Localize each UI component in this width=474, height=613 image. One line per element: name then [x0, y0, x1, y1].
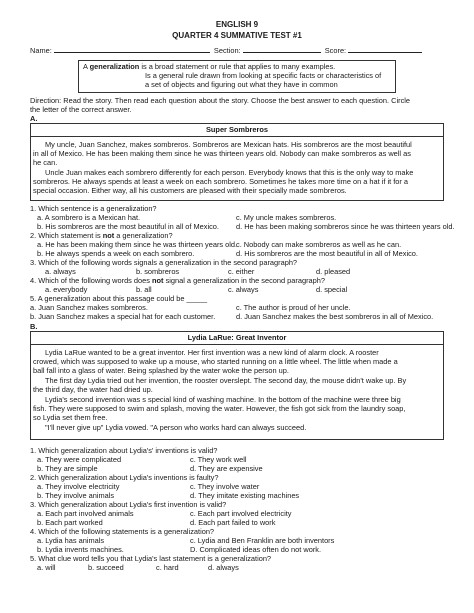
definition-line-2: Is a general rule drawn from looking at specific facts or characteristics of — [145, 71, 382, 80]
choice-b2-d[interactable]: d. They imitate existing machines — [190, 491, 300, 500]
story-b-paragraph-line: the third day, the water had dried up. — [33, 385, 153, 394]
choice-b5-b[interactable]: b. succeed — [88, 563, 124, 572]
choice-a4-d[interactable]: d. special — [316, 285, 348, 294]
story-a-paragraph-line: in all of Mexico. He has been making them since he was thirteen years old. Nobody can make sombreros as well as — [33, 149, 411, 158]
choice-a1-b[interactable]: b. His sombreros are the most beautiful in all of Mexico. — [37, 222, 219, 231]
choice-a3-b[interactable]: b. sombreros — [136, 267, 180, 276]
choice-a3-c[interactable]: c. either — [228, 267, 255, 276]
choice-a1-a[interactable]: a. A sombrero is a Mexican hat. — [37, 213, 141, 222]
story-b-paragraph-line: so Lydia set them free. — [33, 413, 108, 422]
story-b-title: Lydia LaRue: Great Inventor — [187, 333, 287, 342]
definition-line-1: A generalization is a broad statement or rule that applies to many examples. — [83, 62, 336, 71]
direction-line-1: Direction: Read the story. Then read each question about the story. Choose the best answer to each question. Circle — [30, 96, 411, 105]
definition-box — [78, 60, 396, 93]
choice-b5-d[interactable]: d. always — [208, 563, 239, 572]
story-b-paragraph-line: Lydia LaRue wanted to be a great inventor. Her first invention was a new kind of alarm clock. A rooster — [45, 348, 379, 357]
score-label: Score: — [324, 46, 347, 55]
choice-b5-c[interactable]: c. hard — [156, 563, 179, 572]
question-a2: 2. Which statement is not a generalization? — [30, 231, 173, 240]
story-b-box — [30, 331, 444, 440]
choice-b4-b[interactable]: b. Lydia invents machines. — [37, 545, 124, 554]
choice-a4-b[interactable]: b. all — [136, 285, 152, 294]
choice-a2-b[interactable]: b. He always spends a week on each sombrero. — [37, 249, 195, 258]
choice-b4-c[interactable]: c. Lydia and Ben Franklin are both inventors — [190, 536, 335, 545]
story-b-paragraph-line: The first day Lydia tried out her invention, the rooster overslept. The second day, the mouse didn't wake up. By — [45, 376, 407, 385]
story-b-paragraph-line: Lydia's second invention was s special kind of washing machine. In the bottom of the machine were three big — [45, 395, 401, 404]
choice-a5-c[interactable]: c. The author is proud of her uncle. — [236, 303, 351, 312]
choice-b2-c[interactable]: c. They involve water — [190, 482, 260, 491]
question-b5: 5. What clue word tells you that Lydia's last statement is a generalization? — [30, 554, 272, 563]
story-a-paragraph-line: he can. — [33, 158, 58, 167]
name-field[interactable] — [54, 45, 210, 53]
choice-b4-a[interactable]: a. Lydia has animals — [37, 536, 105, 545]
choice-a1-d[interactable]: d. He has been making sombreros since he was thirteen years old. — [236, 222, 455, 231]
part-b-label: B. — [30, 322, 38, 331]
choice-b3-d[interactable]: d. Each part failed to work — [190, 518, 276, 527]
choice-b1-d[interactable]: d. They are expensive — [190, 464, 263, 473]
story-b-paragraph-line: fish. They were supposed to swim and splash, moving the water. However, the fish got sick from the laundry soap, — [33, 404, 406, 413]
page-subtitle: QUARTER 4 SUMMATIVE TEST #1 — [172, 31, 302, 40]
choice-b2-a[interactable]: a. They involve electricity — [37, 482, 120, 491]
story-b-paragraph-line: "I'll never give up" Lydia vowed. "A person who works hard can always succeed. — [45, 423, 307, 432]
question-a3: 3. Which of the following words signals a generalization in the second paragraph? — [30, 258, 298, 267]
part-a-label: A. — [30, 114, 38, 123]
story-b-divider — [31, 344, 443, 345]
name-row — [30, 45, 422, 56]
choice-a2-d[interactable]: d. His sombreros are the most beautiful in all of Mexico. — [236, 249, 418, 258]
choice-b2-b[interactable]: b. They involve animals — [37, 491, 115, 500]
choice-a5-d[interactable]: d. Juan Sanchez makes the best sombreros in all of Mexico. — [236, 312, 434, 321]
story-b-paragraph-line: crowed, which was supposed to wake up a mouse, who started running on a little wheel. The little when made a — [33, 357, 398, 366]
story-a-paragraph-line: special occasion. Either way, all his customers are pleased with their specially made sombreros. — [33, 186, 347, 195]
choice-a1-c[interactable]: c. My uncle makes sombreros. — [236, 213, 337, 222]
story-a-title: Super Sombreros — [205, 125, 269, 134]
choice-b1-b[interactable]: b. They are simple — [37, 464, 98, 473]
story-a-divider — [31, 136, 443, 137]
choice-a2-c[interactable]: c. Nobody can make sombreros as well as he can. — [236, 240, 402, 249]
choice-b5-a[interactable]: a. will — [37, 563, 56, 572]
section-label: Section: — [213, 46, 241, 55]
choice-b1-a[interactable]: a. They were complicated — [37, 455, 122, 464]
choice-a2-a[interactable]: a. He has been making them since he was thirteen years old. — [37, 240, 238, 249]
definition-term: generalization — [89, 62, 140, 71]
story-a-paragraph-line: sombreros. He always spends at least a week on each sombrero. Sometimes he takes more time on a hat if it for a — [33, 177, 409, 186]
question-a1: 1. Which sentence is a generalization? — [30, 204, 157, 213]
story-a-paragraph-line: My uncle, Juan Sanchez, makes sombreros. Sombreros are Mexican hats. His sombreros are the most beautiful — [45, 140, 412, 149]
definition-line-3: a set of objects and figuring out what they have in common — [145, 80, 338, 89]
direction-line-2: the letter of the correct answer. — [30, 105, 132, 114]
question-b2: 2. Which generalization about Lydia's inventions is faulty? — [30, 473, 219, 482]
choice-a3-a[interactable]: a. always — [45, 267, 76, 276]
question-a5: 5. A generalization about this passage could be _____ — [30, 294, 208, 303]
question-b1: 1. Which generalization about Lydia's' inventions is valid? — [30, 446, 218, 455]
choice-b1-c[interactable]: c. They work well — [190, 455, 247, 464]
page-title: ENGLISH 9 — [215, 20, 259, 29]
choice-b3-a[interactable]: a. Each part involved animals — [37, 509, 134, 518]
story-a-paragraph-line: Uncle Juan makes each sombrero differently for each person. Everybody knows that this is the only way to make — [45, 168, 414, 177]
choice-b4-d[interactable]: D. Complicated ideas often do not work. — [190, 545, 322, 554]
choice-a5-a[interactable]: a. Juan Sanchez makes sombreros. — [30, 303, 148, 312]
choice-b3-b[interactable]: b. Each part worked — [37, 518, 103, 527]
question-b4: 4. Which of the following statements is a generalization? — [30, 527, 215, 536]
choice-a3-d[interactable]: d. pleased — [316, 267, 351, 276]
choice-a5-b[interactable]: b. Juan Sanchez makes a special hat for each customer. — [30, 312, 216, 321]
score-field[interactable] — [348, 45, 422, 53]
choice-b3-c[interactable]: c. Each part involved electricity — [190, 509, 292, 518]
question-b3: 3. Which generalization about Lydia's first invention is valid? — [30, 500, 227, 509]
choice-a4-a[interactable]: a. everybody — [45, 285, 88, 294]
choice-a4-c[interactable]: c. always — [228, 285, 259, 294]
name-label: Name: — [30, 46, 52, 55]
section-field[interactable] — [243, 45, 321, 53]
story-a-box — [30, 123, 444, 201]
story-b-paragraph-line: ball fall into a glass of water. Being splashed by the water woke the person up. — [33, 366, 289, 375]
question-a4: 4. Which of the following words does not signal a generalization in the second paragraph? — [30, 276, 325, 285]
